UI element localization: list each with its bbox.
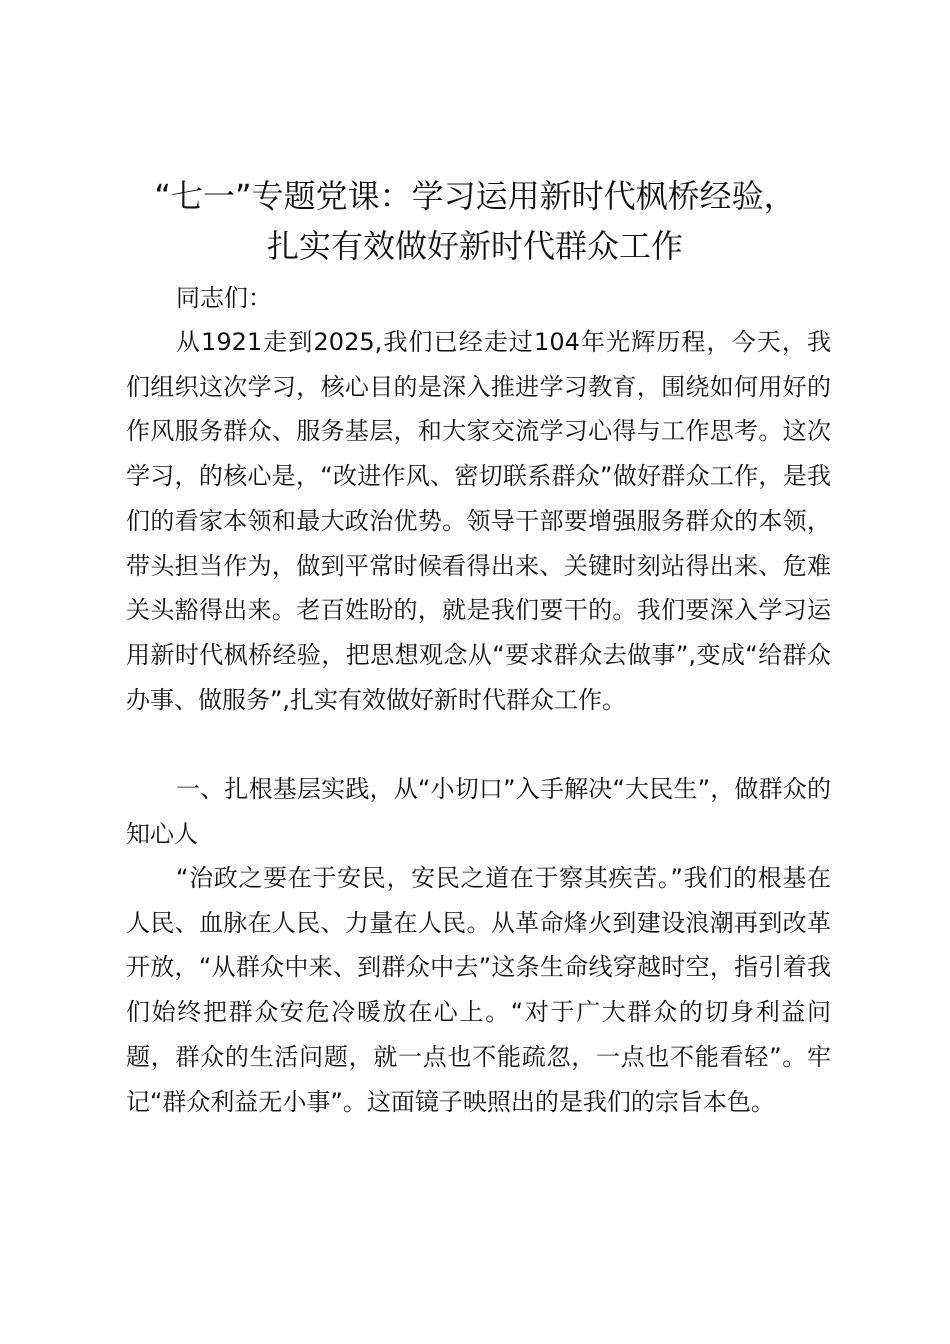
body-paragraph-2: “治政之要在于安民，安民之道在于察其疾苦。”我们的根基在人民、血脉在人民、力量在人民。从革命烽火到建设浪潮再到改革开放，“从群众中来、到群众中去”这条生命线穿越时空，指引着我们始终把群众安危冷暖放在心上。“对于广大群众的切身利益问题，群众的生活问题，就一点也不能疏忽，一点也不能看轻”。牢记“群众利益无小事”。这面镜子映照出的是我们的宗旨本色。 — [126, 864, 831, 1116]
document-title-line-1: “七一”专题党课：学习运用新时代枫桥经验， — [154, 177, 796, 215]
greeting: 同志们： — [176, 284, 272, 312]
section-heading-1: 一、扎根基层实践，从“小切口”入手解决“大民生”，做群众的知心人 — [126, 775, 831, 848]
document-title-line-2: 扎实有效做好新时代群众工作 — [266, 227, 683, 265]
body-paragraph-1: 从1921走到2025,我们已经走过104年光辉历程，今天，我们组织这次学习，核心目的是深入推进学习教育，围绕如何用好的作风服务群众、服务基层，和大家交流学习心得与工作思考。这次学习，的核心是，“改进作风、密切联系群众”做好群众工作，是我们的看家本领和最大政治优势。领导干部要增强服务群众的本领，带头担当作为，做到平常时候看得出来、关键时刻站得出来、危难关头豁得出来。老百姓盼的，就是我们要干的。我们要深入学习运用新时代枫桥经验，把思想观念从“要求群众去做事”,变成“给群众办事、做服务”,扎实有效做好新时代群众工作。 — [126, 328, 831, 714]
